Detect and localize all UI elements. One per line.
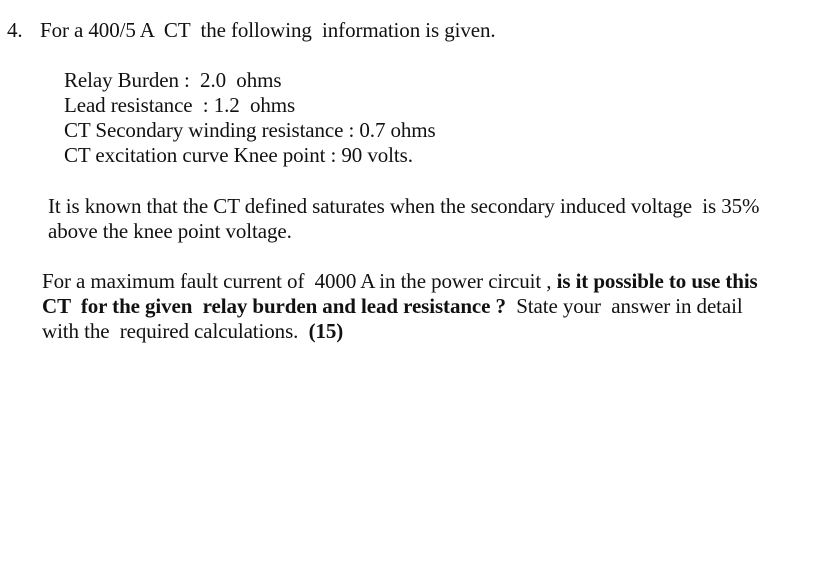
task-text-line-1 bbox=[42, 269, 758, 294]
task-text-line-3 bbox=[42, 319, 343, 344]
task-line-3-normal: with the required calculations. bbox=[42, 319, 309, 343]
task-line-1-bold: is it possible to use this bbox=[556, 269, 758, 293]
task-line-2-bold: CT for the given relay burden and lead resistance ? bbox=[42, 294, 506, 318]
question-intro: For a 400/5 A CT the following information is given. bbox=[40, 18, 496, 42]
task-marks: (15) bbox=[308, 319, 344, 343]
given-lead-resistance: Lead resistance : 1.2 ohms bbox=[64, 93, 296, 117]
given-relay-burden: Relay Burden : 2.0 ohms bbox=[64, 68, 282, 92]
saturation-text-line-2: above the knee point voltage. bbox=[48, 219, 292, 243]
task-line-1-normal: For a maximum fault current of 4000 A in the power circuit , bbox=[42, 269, 557, 293]
given-knee-point: CT excitation curve Knee point : 90 volts. bbox=[64, 143, 413, 167]
question-number: 4. bbox=[7, 18, 23, 42]
saturation-text-line-1: It is known that the CT defined saturates when the secondary induced voltage is 35% bbox=[48, 194, 760, 218]
task-text-line-2 bbox=[42, 294, 743, 319]
task-line-2-normal: State your answer in detail bbox=[505, 294, 743, 318]
given-ct-secondary-resistance: CT Secondary winding resistance : 0.7 ohms bbox=[64, 118, 436, 142]
